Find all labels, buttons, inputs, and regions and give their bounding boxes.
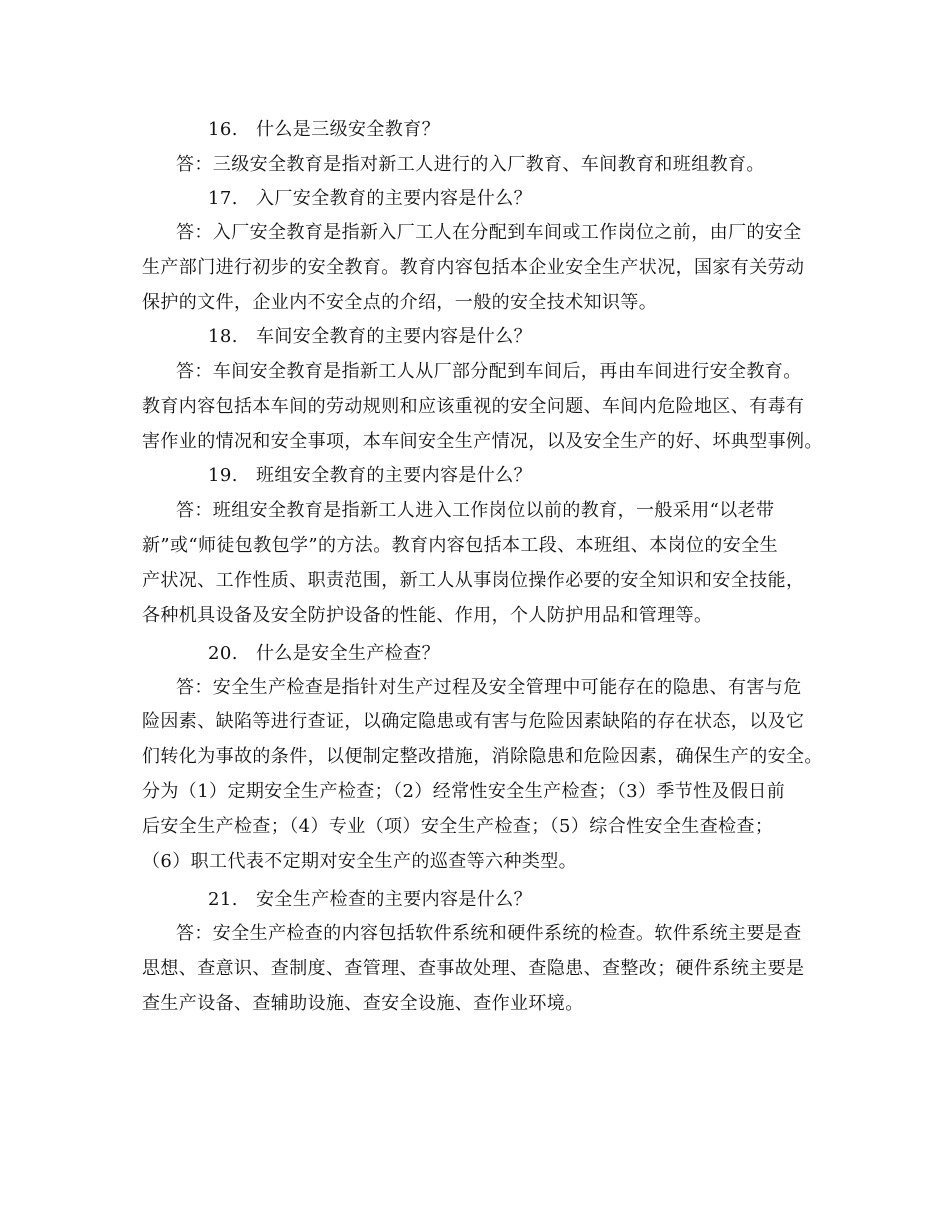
answer-21-line-2: 思想、查意识、查制度、查管理、查事故处理、查隐患、查整改；硬件系统主要是 bbox=[142, 958, 805, 979]
answer-20-line-4: 分为（1）定期安全生产检查；（2）经常性安全生产检查；（3）季节性及假日前 bbox=[142, 781, 786, 802]
answer-20-line-5: 后安全生产检查；（4）专业（项）安全生产检查；（5）综合性安全生查检查； bbox=[142, 816, 774, 837]
answer-18-line-1: 答：车间安全教育是指新工人从厂部分配到车间后，再由车间进行安全教育。 bbox=[176, 361, 802, 382]
question-18 bbox=[208, 326, 532, 348]
question-number: 17. bbox=[208, 188, 238, 209]
answer-19-line-1: 答：班组安全教育是指新工人进入工作岗位以前的教育，一般采用“以老带 bbox=[176, 500, 775, 521]
answer-17-line-1: 答：入厂安全教育是指新入厂工人在分配到车间或工作岗位之前，由厂的安全 bbox=[176, 222, 802, 243]
answer-18-line-2: 教育内容包括本车间的劳动规则和应该重视的安全问题、车间内危险地区、有毒有 bbox=[142, 396, 805, 417]
question-16 bbox=[208, 119, 440, 141]
answer-21-line-3: 查生产设备、查辅助设施、查安全设施、查作业环境。 bbox=[142, 993, 584, 1014]
answer-20-line-6: （6）职工代表不定期对安全生产的巡查等六种类型。 bbox=[142, 851, 578, 872]
answer-19-line-3: 产状况、工作性质、职责范围，新工人从事岗位操作必要的安全知识和安全技能， bbox=[142, 570, 805, 591]
question-text: 什么是安全生产检查？ bbox=[256, 643, 440, 664]
answer-16-line-1: 答：三级安全教育是指对新工人进行的入厂教育、车间教育和班组教育。 bbox=[176, 154, 765, 175]
question-number: 20. bbox=[208, 643, 238, 664]
question-text: 什么是三级安全教育？ bbox=[256, 119, 440, 140]
answer-21-line-1: 答：安全生产检查的内容包括软件系统和硬件系统的检查。软件系统主要是查 bbox=[176, 923, 802, 944]
answer-17-line-2: 生产部门进行初步的安全教育。教育内容包括本企业安全生产状况，国家有关劳动 bbox=[142, 257, 805, 278]
question-text: 车间安全教育的主要内容是什么？ bbox=[256, 326, 532, 347]
answer-20-line-3: 们转化为事故的条件，以便制定整改措施，消除隐患和危险因素，确保生产的安全。 bbox=[142, 746, 823, 767]
answer-19-line-2: 新”或“师徒包教包学”的方法。教育内容包括本工段、本班组、本岗位的安全生 bbox=[142, 535, 779, 556]
question-number: 18. bbox=[208, 326, 238, 347]
question-20 bbox=[208, 643, 440, 665]
question-number: 21. bbox=[208, 889, 238, 910]
answer-20-line-2: 险因素、缺陷等进行查证，以确定隐患或有害与危险因素缺陷的存在状态，以及它 bbox=[142, 711, 805, 732]
answer-19-line-4: 各种机具设备及安全防护设备的性能、作用，个人防护用品和管理等。 bbox=[142, 605, 713, 626]
question-text: 安全生产检查的主要内容是什么？ bbox=[256, 889, 532, 910]
question-19 bbox=[208, 465, 532, 487]
question-number: 16. bbox=[208, 119, 238, 140]
answer-17-line-3: 保护的文件，企业内不安全点的介绍，一般的安全技术知识等。 bbox=[142, 292, 658, 313]
question-text: 班组安全教育的主要内容是什么？ bbox=[256, 465, 532, 486]
question-number: 19. bbox=[208, 465, 238, 486]
question-21 bbox=[208, 889, 532, 911]
answer-18-line-3: 害作业的情况和安全事项，本车间安全生产情况，以及安全生产的好、坏典型事例。 bbox=[142, 431, 823, 452]
question-17 bbox=[208, 188, 532, 210]
answer-20-line-1: 答：安全生产检查是指针对生产过程及安全管理中可能存在的隐患、有害与危 bbox=[176, 677, 802, 698]
question-text: 入厂安全教育的主要内容是什么？ bbox=[256, 188, 532, 209]
